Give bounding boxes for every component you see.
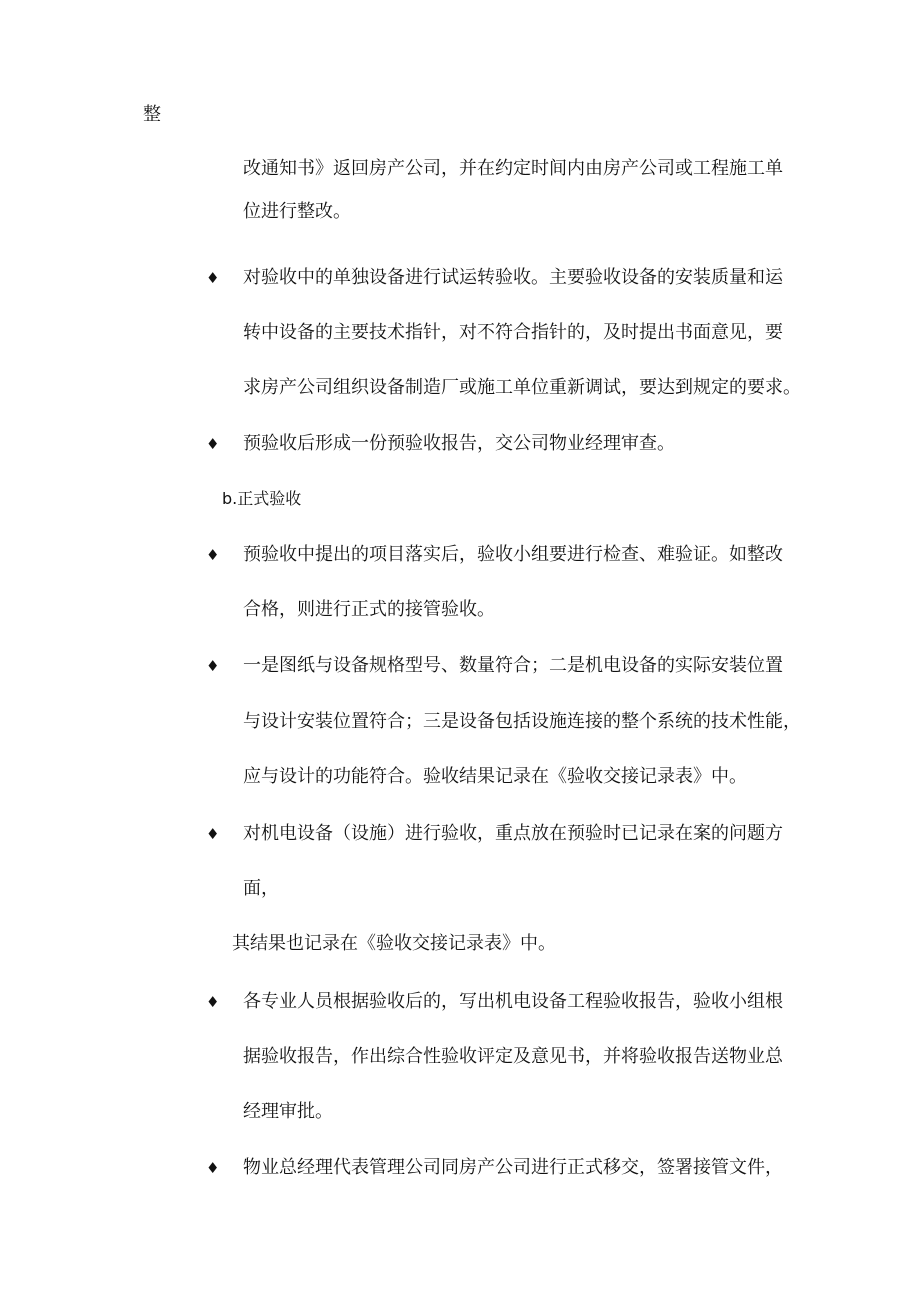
text-line: 改通知书》返回房产公司，并在约定时间内由房产公司或工程施工单 [243,158,783,179]
text-line: 物业总经理代表管理公司同房产公司进行正式移交，签署接管文件， [243,1157,783,1178]
text-line: 合格，则进行正式的接管验收。 [243,599,495,620]
bullet-icon: ♦ [206,546,220,564]
text-line: 经理审批。 [243,1101,333,1122]
bullet-icon: ♦ [206,269,220,287]
bullet-icon: ♦ [206,825,220,843]
bullet-icon: ♦ [206,993,220,1011]
bullet-icon: ♦ [206,1159,220,1177]
text-line: 据验收报告，作出综合性验收评定及意见书，并将验收报告送物业总 [243,1046,783,1067]
text-line: 各专业人员根据验收后的，写出机电设备工程验收报告，验收小组根 [243,991,783,1012]
text-line: 其结果也记录在《验收交接记录表》中。 [232,933,556,954]
text-line: 对机电设备（设施）进行验收，重点放在预验时已记录在案的问题方 [243,823,783,844]
section-heading: b.正式验收 [222,489,302,508]
text-line: 应与设计的功能符合。验收结果记录在《验收交接记录表》中。 [243,766,747,787]
text-line: 面， [243,878,279,899]
text-line: 预验收中提出的项目落实后，验收小组要进行检查、难验证。如整改 [243,544,783,565]
text-line: 与设计安装位置符合；三是设备包括设施连接的整个系统的技术性能， [243,711,801,732]
text-line: 位进行整改。 [243,201,351,222]
text-line: 转中设备的主要技术指针，对不符合指针的，及时提出书面意见，要 [243,322,783,343]
text-line: 求房产公司组织设备制造厂或施工单位重新调试，要达到规定的要求。 [243,377,801,398]
heading-fragment: 整 [143,104,161,125]
bullet-icon: ♦ [206,657,220,675]
text-line: 对验收中的单独设备进行试运转验收。主要验收设备的安装质量和运 [243,267,783,288]
bullet-icon: ♦ [206,435,220,453]
text-line: 一是图纸与设备规格型号、数量符合；二是机电设备的实际安装位置 [243,655,783,676]
text-line: 预验收后形成一份预验收报告，交公司物业经理审查。 [243,433,675,454]
